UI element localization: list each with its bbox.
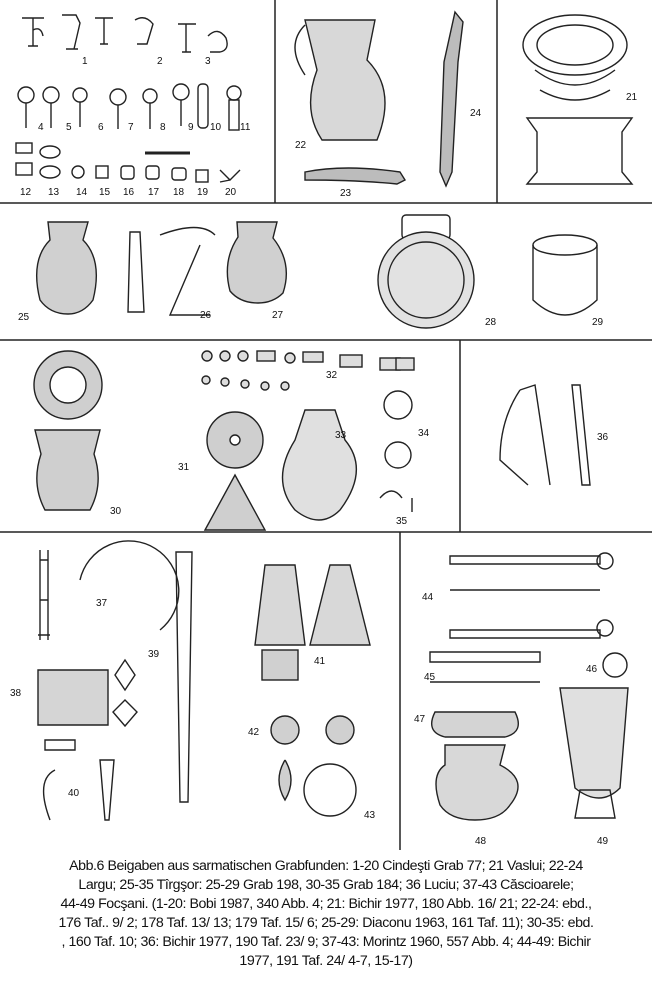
figure-number: 46 — [586, 664, 598, 675]
figure-number: 9 — [188, 122, 194, 133]
figure-number: 32 — [326, 370, 338, 381]
figure-number: 8 — [160, 122, 166, 133]
caption-line: Abb.6 Beigaben aus sarmatischen Grabfunden: 1-20 Cindeşti Grab 77; 21 Vaslui; 22-24 — [69, 858, 583, 874]
figure-number: 35 — [396, 516, 408, 527]
figure-number: 33 — [335, 430, 347, 441]
figure-number: 47 — [414, 714, 426, 725]
row-4-right-drawings — [430, 553, 628, 820]
figure-number: 26 — [200, 310, 212, 321]
caption-line: 44-49 Focşani. (1-20: Bobi 1987, 340 Abb. 4; 21: Bichir 1977, 180 Abb. 16/ 21; 22-24: ebd., — [60, 896, 592, 912]
figure-number: 24 — [470, 108, 482, 119]
figure-number: 41 — [314, 656, 326, 667]
figure-number: 1 — [82, 56, 88, 67]
figure-number: 45 — [424, 672, 436, 683]
caption-line: Largu; 25-35 Tîrgşor: 25-29 Grab 198, 30-35 Grab 184; 36 Luciu; 37-43 Căscioarele; — [78, 877, 574, 893]
figure-number: 30 — [110, 506, 122, 517]
figure-number: 36 — [597, 432, 609, 443]
figure-number: 16 — [123, 187, 135, 198]
figure-number: 12 — [20, 187, 32, 198]
figure-number: 40 — [68, 788, 80, 799]
figure-number: 14 — [76, 187, 88, 198]
figure-number: 48 — [475, 836, 487, 847]
caption-line: 176 Taf.. 9/ 2; 178 Taf. 13/ 13; 179 Taf. 15/ 6; 25-29: Diaconu 1963, 161 Taf. 11); 30-35: ebd. — [58, 915, 594, 931]
figure-number: 17 — [148, 187, 160, 198]
figure-number: 13 — [48, 187, 60, 198]
figure-number: 29 — [592, 317, 604, 328]
figure-caption — [2, 857, 650, 971]
figure-number: 43 — [364, 810, 376, 821]
figure-number: 49 — [597, 836, 609, 847]
figure-number: 39 — [148, 649, 160, 660]
caption-line: , 160 Taf. 10; 36: Bichir 1977, 190 Taf. 23/ 9; 37-43: Morintz 1960, 557 Abb. 4; 44-49: Bichir — [61, 934, 591, 950]
figure-number: 34 — [418, 428, 430, 439]
caption-line: 1977, 191 Taf. 24/ 4-7, 15-17) — [239, 953, 413, 969]
figure-number: 2 — [157, 56, 163, 67]
figure-number: 6 — [98, 122, 104, 133]
figure-number: 28 — [485, 317, 497, 328]
figure-number: 7 — [128, 122, 134, 133]
row-4-left-drawings — [38, 541, 370, 820]
figure-number: 10 — [210, 122, 222, 133]
figure-number: 37 — [96, 598, 108, 609]
figure-number: 5 — [66, 122, 72, 133]
figure-number: 18 — [173, 187, 185, 198]
row-2-drawings — [37, 215, 597, 328]
figure-number: 42 — [248, 727, 260, 738]
brooch-drawings-1-20 — [16, 15, 241, 182]
figure-number: 11 — [240, 122, 251, 133]
figure-number: 19 — [197, 187, 209, 198]
figure-number: 23 — [340, 188, 352, 199]
figure-number: 27 — [272, 310, 284, 321]
row-3-drawings — [34, 351, 590, 530]
figure-number: 38 — [10, 688, 22, 699]
figure-number: 44 — [422, 592, 434, 603]
figure-number: 15 — [99, 187, 111, 198]
vessel-21-drawing — [523, 15, 632, 184]
figure-number: 25 — [18, 312, 30, 323]
figure-number: 3 — [205, 56, 211, 67]
figure-number: 21 — [626, 92, 638, 103]
figure-number: 31 — [178, 462, 190, 473]
jug-knife-dagger-drawings — [295, 12, 463, 186]
figure-number: 20 — [225, 187, 237, 198]
figure-number: 22 — [295, 140, 307, 151]
figure-number: 4 — [38, 122, 44, 133]
